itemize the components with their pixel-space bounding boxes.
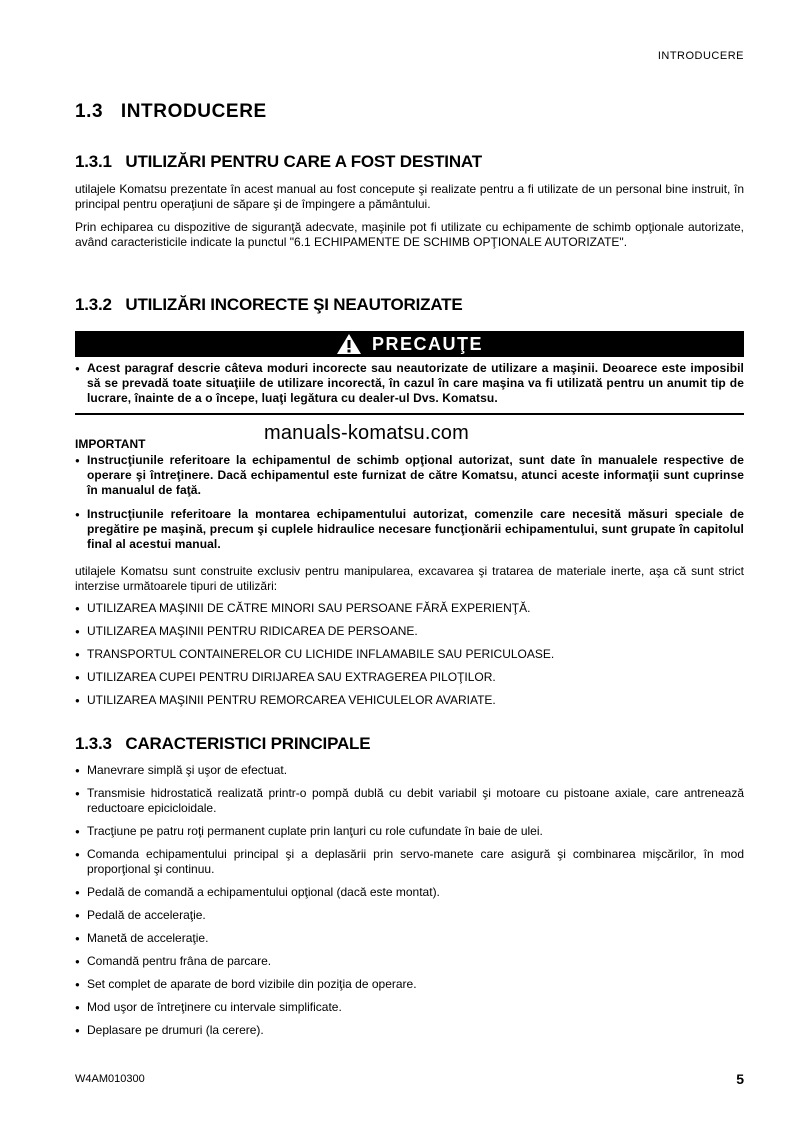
section-heading — [75, 101, 267, 123]
running-header: INTRODUCERE — [657, 50, 744, 62]
document-code: W4AM010300 — [75, 1073, 145, 1085]
list-item: ● Tracţiune pe patru roţi permanent cuplate prin lanţuri cu role cufundate în baie de ulei. — [75, 824, 744, 839]
list-item: ● UTILIZAREA MAŞINII DE CĂTRE MINORI SAU PERSOANE FĂRĂ EXPERIENŢĂ. — [75, 601, 744, 616]
subsection-title: CARACTERISTICI PRINCIPALE — [125, 734, 371, 753]
list-item: ● Pedală de comandă a echipamentului opţional (dacă este montat). — [75, 885, 744, 900]
subsection-heading-improper-use — [75, 295, 462, 315]
list-item: ● Comanda echipamentului principal şi a deplasării prin servo-manete care asigură şi combinarea mişcărilor, în mod proporţional şi continuu. — [75, 847, 744, 877]
subsection-heading-main-features — [75, 734, 370, 754]
manual-page — [75, 0, 744, 1123]
list-item: ● Set complet de aparate de bord vizibile din poziţia de operare. — [75, 977, 744, 992]
subsection-number: 1.3.3 — [75, 734, 112, 753]
main-features-list — [75, 763, 744, 1038]
section-title: INTRODUCERE — [120, 101, 267, 122]
list-item: ● Instrucţiunile referitoare la montarea echipamentului autorizat, comenzile care necesită măsuri speciale de pregătire pe maşină, precum şi cuplele hidraulice necesare funcţionării echipamentului, sunt grupate în capitolul final al acestui manual. — [75, 507, 744, 552]
list-item: ● Pedală de acceleraţie. — [75, 908, 744, 923]
caution-list — [75, 361, 744, 406]
forbidden-uses-list — [75, 601, 744, 708]
list-item: ● UTILIZAREA CUPEI PENTRU DIRIJAREA SAU EXTRAGEREA PILOŢILOR. — [75, 670, 744, 685]
page-number: 5 — [736, 1071, 744, 1087]
section-number: 1.3 — [75, 101, 104, 122]
subsection-number: 1.3.1 — [75, 152, 112, 171]
important-list — [75, 453, 744, 552]
list-item: ● Manetă de acceleraţie. — [75, 931, 744, 946]
subsection-title: UTILIZĂRI INCORECTE ŞI NEAUTORIZATE — [125, 295, 463, 314]
important-label: IMPORTANT — [75, 437, 146, 451]
caution-banner — [75, 331, 744, 357]
intended-use-paragraph-2: Prin echiparea cu dispozitive de siguranţă adecvate, maşinile pot fi utilizate cu echipamente de schimb opţionale autorizate, având caracteristicile indicate la punctul "6.1 ECHIPAMENTE DE SCHIMB OPŢIONALE AUTORIZATE". — [75, 220, 744, 249]
list-item: ● UTILIZAREA MAŞINII PENTRU RIDICAREA DE PERSOANE. — [75, 624, 744, 639]
improper-use-paragraph: utilajele Komatsu sunt construite exclusiv pentru manipularea, excavarea şi tratarea de materiale inerte, aşa că sunt strict interzise următoarele tipuri de utilizări: — [75, 564, 744, 593]
caution-divider — [75, 413, 744, 415]
caution-title: PRECAUŢE — [371, 333, 483, 354]
list-item: ● Manevrare simplă şi uşor de efectuat. — [75, 763, 744, 778]
list-item: ● Comandă pentru frâna de parcare. — [75, 954, 744, 969]
subsection-title: UTILIZĂRI PENTRU CARE A FOST DESTINAT — [125, 152, 482, 171]
list-item: ● Acest paragraf descrie câteva moduri incorecte sau neautorizate de utilizare a maşinii. Deoarece este imposibil să se prevadă toate situaţiile de utilizare incorectă, în cazul în care maşina va fi utilizată pentru un anumit tip de lucrare, înainte de a o începe, luaţi legătura cu dealer-ul Dvs. Komatsu. — [75, 361, 744, 406]
watermark-text: manuals-komatsu.com — [264, 422, 469, 444]
list-item: ● UTILIZAREA MAŞINII PENTRU REMORCAREA VEHICULELOR AVARIATE. — [75, 693, 744, 708]
list-item: ● TRANSPORTUL CONTAINERELOR CU LICHIDE INFLAMABILE SAU PERICULOASE. — [75, 647, 744, 662]
list-item: ● Deplasare pe drumuri (la cerere). — [75, 1023, 744, 1038]
list-item: ● Transmisie hidrostatică realizată printr-o pompă dublă cu debit variabil şi motoare cu pistoane axiale, care antrenează reductoare epicicloidale. — [75, 786, 744, 816]
list-item: ● Instrucţiunile referitoare la echipamentul de schimb opţional autorizat, sunt date în manualele respective de operare şi întreţinere. Dacă echipamentul este furnizat de către Komatsu, atunci aceste informaţii sunt cuprinse în manualul de faţă. — [75, 453, 744, 498]
subsection-heading-intended-use — [75, 152, 482, 172]
subsection-number: 1.3.2 — [75, 295, 112, 314]
intended-use-paragraph-1: utilajele Komatsu prezentate în acest manual au fost concepute şi realizate pentru a fi utilizate de un personal bine instruit, în principal pentru operaţiuni de săpare şi de împingere a pământului. — [75, 182, 744, 211]
list-item: ● Mod uşor de întreţinere cu intervale simplificate. — [75, 1000, 744, 1015]
warning-triangle-icon — [336, 333, 362, 355]
